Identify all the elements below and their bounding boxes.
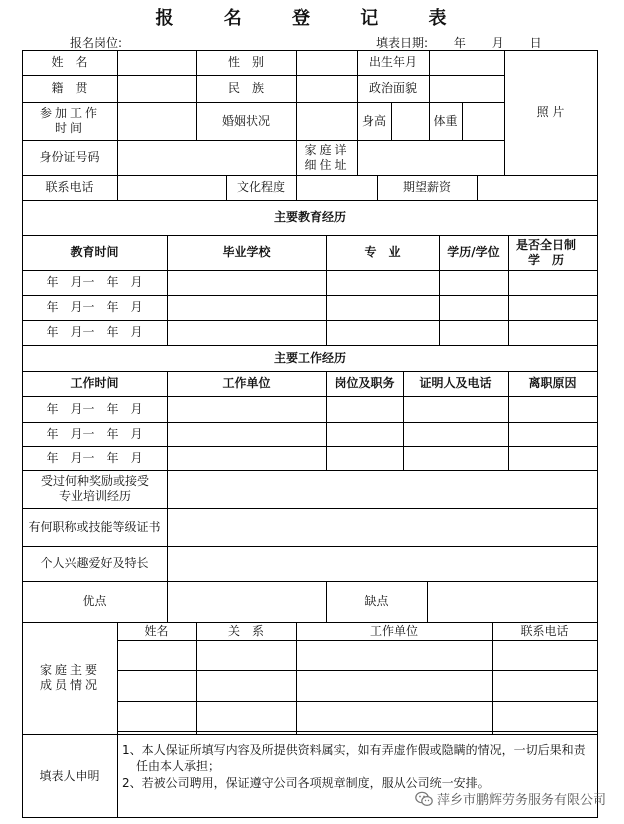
- phone-label: 联系电话: [45, 180, 94, 194]
- position-label: 报名岗位:: [70, 36, 123, 50]
- political-status-label: 政治面貌: [368, 81, 417, 95]
- fill-date: [376, 34, 542, 51]
- photo-box[interactable]: 照 片: [536, 105, 565, 119]
- date-month: 月: [491, 36, 504, 50]
- birth-label: 出生年月: [368, 55, 417, 69]
- gender-label: 性 别: [227, 55, 264, 69]
- weaknesses-label: 缺点: [364, 594, 389, 608]
- marital-status-label: 婚姻状况: [221, 113, 270, 128]
- work-col-leave-reason: 离职原因: [528, 376, 577, 390]
- work-col-reference: 证明人及电话: [419, 376, 492, 390]
- date-label: 填表日期:: [376, 36, 429, 50]
- name-label: 姓 名: [51, 55, 88, 69]
- ethnicity-label: 民 族: [227, 81, 264, 95]
- edu-col-school: 毕业学校: [222, 245, 271, 259]
- declaration-item-1: 1、本人保证所填写内容及所提供资料属实，如有弄虚作假或隐瞒的情况，一切后果和责任由本人承担；: [122, 743, 586, 773]
- form-title: 报 名 登 记 表: [155, 8, 469, 29]
- education-section-title: 主要教育经历: [273, 210, 346, 224]
- native-place-label: 籍 贯: [51, 81, 88, 95]
- work-col-position: 岗位及职务: [334, 376, 395, 390]
- edu-col-major: 专 业: [364, 245, 401, 259]
- edu-col-time: 教育时间: [70, 245, 119, 259]
- family-members-label: 家庭主要成员情况: [39, 663, 100, 692]
- family-col-phone: 联系电话: [520, 623, 569, 638]
- work-row-time: 年 月一 年 月: [46, 401, 143, 416]
- hobbies-label: 个人兴趣爱好及特长: [40, 556, 149, 570]
- work-col-employer: 工作单位: [222, 376, 271, 390]
- awards-training-label: 受过何种奖励或接受专业培训经历: [40, 474, 149, 503]
- declaration-label: 填表人申明: [39, 768, 100, 783]
- family-col-employer: 工作单位: [369, 623, 418, 638]
- edu-row-time: 年 月一 年 月: [46, 300, 143, 314]
- work-row-time: 年 月一 年 月: [46, 450, 143, 465]
- wechat-icon: [415, 791, 433, 807]
- work-row-time: 年 月一 年 月: [46, 426, 143, 441]
- expected-salary-label: 期望薪资: [402, 180, 451, 194]
- edu-row-time: 年 月一 年 月: [46, 325, 143, 339]
- education-level-label: 文化程度: [236, 180, 285, 194]
- home-address-label: 家庭详细住址: [304, 142, 350, 172]
- registration-form: [22, 50, 598, 818]
- edu-col-fulltime: 是否全日制学 历: [515, 237, 576, 267]
- watermark: [415, 789, 606, 808]
- watermark-text: 萍乡市鹏辉劳务服务有限公司: [436, 793, 606, 808]
- declaration-item-2: 2、若被公司聘用，保证遵守公司各项规章制度，服从公司统一安排。: [122, 775, 490, 790]
- work-col-time: 工作时间: [70, 376, 119, 390]
- work-start-label: 参加工作时间: [39, 106, 100, 135]
- family-col-name: 姓名: [144, 623, 169, 638]
- height-label: 身高: [361, 113, 386, 128]
- date-day: 日: [529, 36, 542, 50]
- edu-row-time: 年 月一 年 月: [46, 275, 143, 289]
- date-year: 年: [453, 36, 466, 50]
- family-col-relation: 关 系: [227, 623, 264, 638]
- id-number-label: 身份证号码: [39, 150, 100, 164]
- strengths-label: 优点: [82, 594, 107, 608]
- edu-col-degree: 学历/学位: [447, 245, 500, 259]
- weight-label: 体重: [433, 113, 458, 128]
- certificates-label: 有何职称或技能等级证书: [28, 519, 161, 534]
- work-section-title: 主要工作经历: [273, 350, 346, 365]
